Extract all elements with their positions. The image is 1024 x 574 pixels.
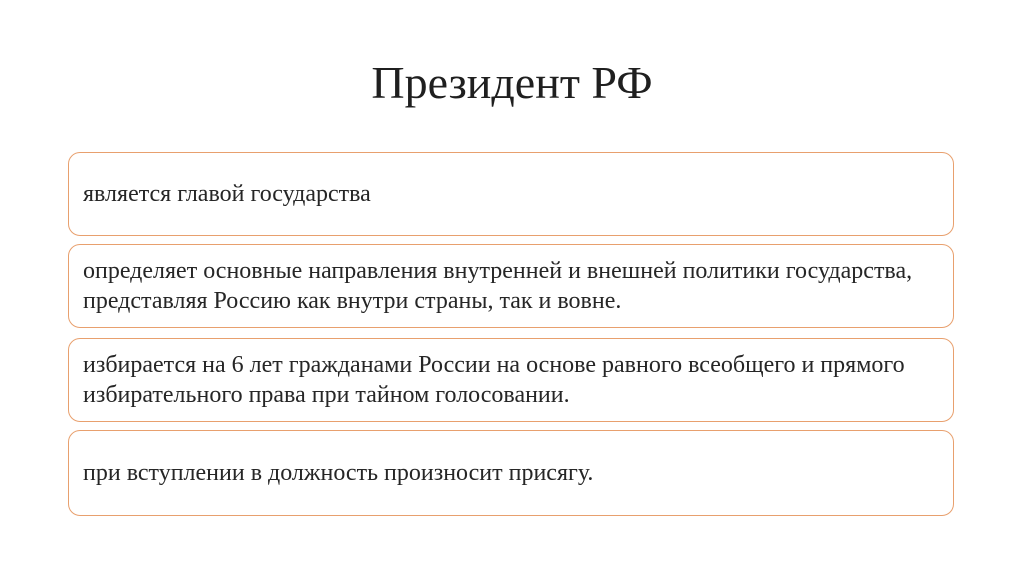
content-box-text: определяет основные направления внутренней и внешней политики государства, представляя Россию как внутри страны, так и вовне.	[83, 258, 913, 314]
content-box-text: при вступлении в должность произносит присягу.	[83, 460, 594, 486]
content-box-text: является главой государства	[83, 181, 371, 207]
content-box-election	[68, 338, 954, 422]
content-box-text: избирается на 6 лет гражданами России на основе равного всеобщего и прямого избирательного права при тайном голосовании.	[83, 352, 905, 408]
content-box-head-of-state	[68, 152, 954, 236]
slide-title: Президент РФ	[371, 57, 653, 108]
content-box-oath	[68, 430, 954, 516]
content-box-policy	[68, 244, 954, 328]
